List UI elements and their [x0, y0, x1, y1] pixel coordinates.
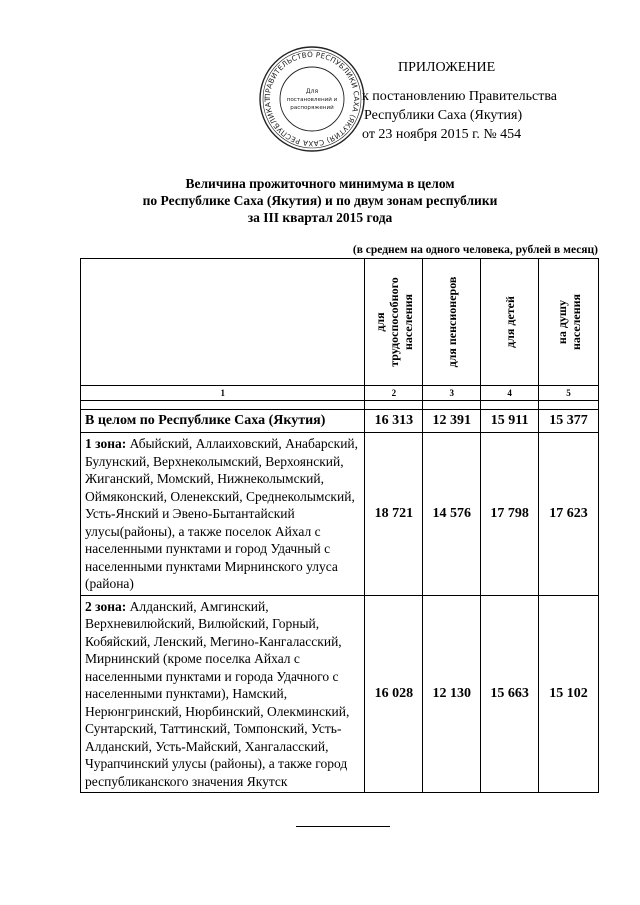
- column-number-row: [81, 386, 599, 401]
- svg-text:постановлений и: постановлений и: [286, 97, 338, 103]
- total-value-per-capita: 15 377: [539, 410, 599, 433]
- document-title: [80, 175, 560, 226]
- total-name: В целом по Республике Саха (Якутия): [81, 410, 365, 433]
- zone-1-value-pensioners: 14 576: [423, 433, 481, 596]
- zone-1-label: 1 зона:: [85, 436, 127, 451]
- svg-text:распоряжений: распоряжений: [290, 105, 334, 111]
- header-working-age: для трудоспособного населения: [365, 259, 423, 386]
- table-row-total: [81, 410, 599, 433]
- units-note: (в среднем на одного человека, рублей в месяц): [352, 244, 598, 256]
- table-row-zone-2: [81, 595, 599, 793]
- zone-2-label: 2 зона:: [85, 598, 127, 614]
- column-number: 4: [481, 386, 539, 401]
- seal-ring-text: ПРАВИТЕЛЬСТВО РЕСПУБЛИКИ САХА (ЯКУТИЯ) САХА РЕСПУБЛИКАТ: [262, 49, 362, 149]
- zone-1-value-children: 17 798: [481, 433, 539, 596]
- zone-1-value-working: 18 721: [365, 433, 423, 596]
- zone-2-text: Алданский, Амгинский, Верхневилюйский, Вилюйский, Горный, Кобяйский, Ленский, Мегино-Кангаласский, Мирнинский (кроме поселка Айхал с населенными пунктами и города Удачного с населенными пунктами), Намский, Нерюнгринский, Нюрбинский, Олекминский, Сунтарский, Таттинский, Томпонский, Усть-Алданский, Усть-Майский, Хангаласский, Чурапчинский улусы (районы), а также город республиканского значения Якутск: [85, 598, 350, 789]
- header-pensioners: для пенсионеров: [423, 259, 481, 386]
- spacer-row: [81, 401, 599, 410]
- appendix-line-1: к постановлению Правительства: [362, 89, 558, 104]
- zone-2-value-per-capita: 15 102: [539, 595, 599, 793]
- column-number: 5: [539, 386, 599, 401]
- header-per-capita: на душу населения: [539, 259, 599, 386]
- appendix-line-3: от 23 ноября 2015 г. № 454: [362, 127, 522, 142]
- total-value-working: 16 313: [365, 410, 423, 433]
- total-value-pensioners: 12 391: [423, 410, 481, 433]
- zone-1-value-per-capita: 17 623: [539, 433, 599, 596]
- header-children: для детей: [481, 259, 539, 386]
- column-number: 3: [423, 386, 481, 401]
- footer-divider: [296, 826, 390, 827]
- title-line-2: по Республике Саха (Якутия) и по двум зонам республики: [142, 193, 498, 208]
- table-row-zone-1: [81, 433, 599, 596]
- column-number: 1: [81, 386, 365, 401]
- title-line-1: Величина прожиточного минимума в целом: [185, 176, 455, 191]
- zone-1-description: [81, 433, 365, 596]
- appendix-heading: ПРИЛОЖЕНИЕ: [398, 60, 496, 75]
- total-value-children: 15 911: [481, 410, 539, 433]
- zone-2-value-pensioners: 12 130: [423, 595, 481, 793]
- zone-2-description: [81, 595, 365, 793]
- subsistence-table: [80, 258, 599, 793]
- header-region-cell: [81, 259, 365, 386]
- zone-2-value-working: 16 028: [365, 595, 423, 793]
- appendix-line-2: Республики Саха (Якутия): [364, 108, 523, 123]
- title-line-3: за III квартал 2015 года: [247, 210, 393, 225]
- column-number: 2: [365, 386, 423, 401]
- appendix-block: [362, 58, 622, 144]
- header-row: [81, 259, 599, 386]
- zone-2-value-children: 15 663: [481, 595, 539, 793]
- zone-1-text: Абыйский, Аллаиховский, Анабарский, Булунский, Верхнеколымский, Верхоянский, Жиганский, Момский, Нижнеколымский, Оймяконский, Оленекский, Среднеколымский, Усть-Янский и Эвено-Бытантайский улусы(районы), а также поселок Айхал с населенными пунктами и город Удачный с населенными пунктами Мирнинского улуса (района): [85, 436, 359, 591]
- official-seal: [258, 45, 366, 153]
- svg-text:Для: Для: [305, 88, 319, 95]
